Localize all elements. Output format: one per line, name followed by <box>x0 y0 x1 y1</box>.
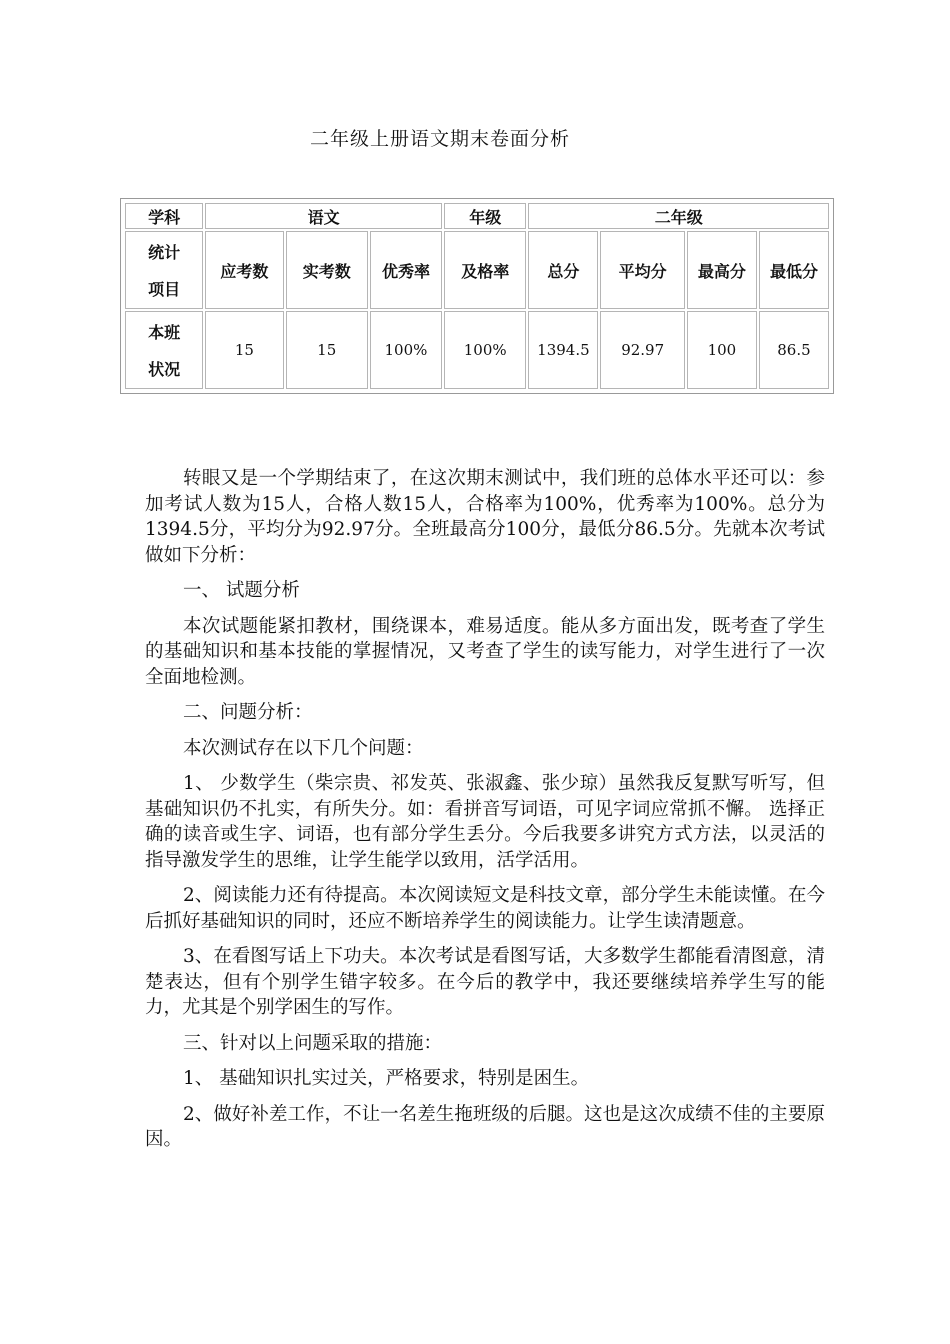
section-heading-1: 一、 试题分析 <box>183 580 300 601</box>
header-actual: 实考数 <box>286 231 368 309</box>
section-heading-3: 三、针对以上问题采取的措施： <box>183 1032 443 1054</box>
subject-value: 语文 <box>205 203 442 229</box>
header-excellent-rate: 优秀率 <box>370 231 442 309</box>
value-min: 86.5 <box>759 311 829 389</box>
paragraph-test-analysis: 本次试题能紧扣教材，围绕课本，难易适度。能从多方面出发，既考查了学生的基础知识和基本技能的掌握情况，又考查了学生的读写能力，对学生进行了一次全面地检测。 <box>145 615 825 688</box>
paragraph-problems-intro: 本次测试存在以下几个问题： <box>183 737 424 759</box>
measure-item-2: 2、做好补差工作，不让一名差生拖班级的后腿。这也是这次成绩不佳的主要原因。 <box>145 1103 825 1150</box>
stat-label-top: 统计 <box>148 243 181 262</box>
header-min: 最低分 <box>759 231 829 309</box>
subject-label: 学科 <box>125 203 203 229</box>
value-expected: 15 <box>205 311 283 389</box>
stat-label-bottom: 项目 <box>148 280 181 299</box>
value-actual: 15 <box>286 311 368 389</box>
header-total: 总分 <box>528 231 598 309</box>
problem-item-3: 3、在看图写话上下功夫。本次考试是看图写话，大多数学生都能看清图意，清楚表达，但有个别学生错字较多。在今后的教学中，我还要继续培养学生写的能力，尤其是个别学困生的写作。 <box>145 946 825 1018</box>
value-max: 100 <box>687 311 757 389</box>
header-expected: 应考数 <box>205 231 283 309</box>
value-total: 1394.5 <box>528 311 598 389</box>
page-title: 二年级上册语文期末卷面分析 <box>309 128 570 150</box>
value-excellent-rate: 100% <box>370 311 442 389</box>
section-heading-2: 二、问题分析： <box>183 702 313 723</box>
header-pass-rate: 及格率 <box>444 231 526 309</box>
grade-label: 年级 <box>444 203 526 229</box>
intro-paragraph: 转眼又是一个学期结束了，在这次期末测试中，我们班的总体水平还可以：参加考试人数为15人，合格人数15人，合格率为100%，优秀率为100%。总分为1394.5分，平均分为92.97分。全班最高分100分，最低分86.5分。先就本次考试做如下分析： <box>145 468 825 566</box>
analysis-body <box>145 466 825 1163</box>
header-max: 最高分 <box>687 231 757 309</box>
score-table <box>120 198 834 394</box>
measure-item-1: 1、 基础知识扎实过关，严格要求，特别是困生。 <box>183 1068 590 1089</box>
value-pass-rate: 100% <box>444 311 526 389</box>
problem-item-1: 1、 少数学生（柴宗贵、祁发英、张淑鑫、张少琼）虽然我反复默写听写，但基础知识仍不扎实，有所失分。如：看拼音写词语，可见字词应常抓不懈。 选择正确的读音或生字、词语，也有部分学生丢分。今后我要多讲究方式方法，以灵活的指导激发学生的思维，让学生能学以致用，活学活用。 <box>145 773 825 871</box>
stat-item-label <box>125 231 203 309</box>
value-average: 92.97 <box>600 311 684 389</box>
problem-item-2: 2、阅读能力还有待提高。本次阅读短文是科技文章，部分学生未能读懂。在今后抓好基础知识的同时，还应不断培养学生的阅读能力。让学生读清题意。 <box>145 885 825 932</box>
grade-value: 二年级 <box>528 203 829 229</box>
header-average: 平均分 <box>600 231 684 309</box>
class-status-label <box>125 311 203 389</box>
class-label-bottom: 状况 <box>148 360 181 379</box>
class-label-top: 本班 <box>148 323 181 342</box>
